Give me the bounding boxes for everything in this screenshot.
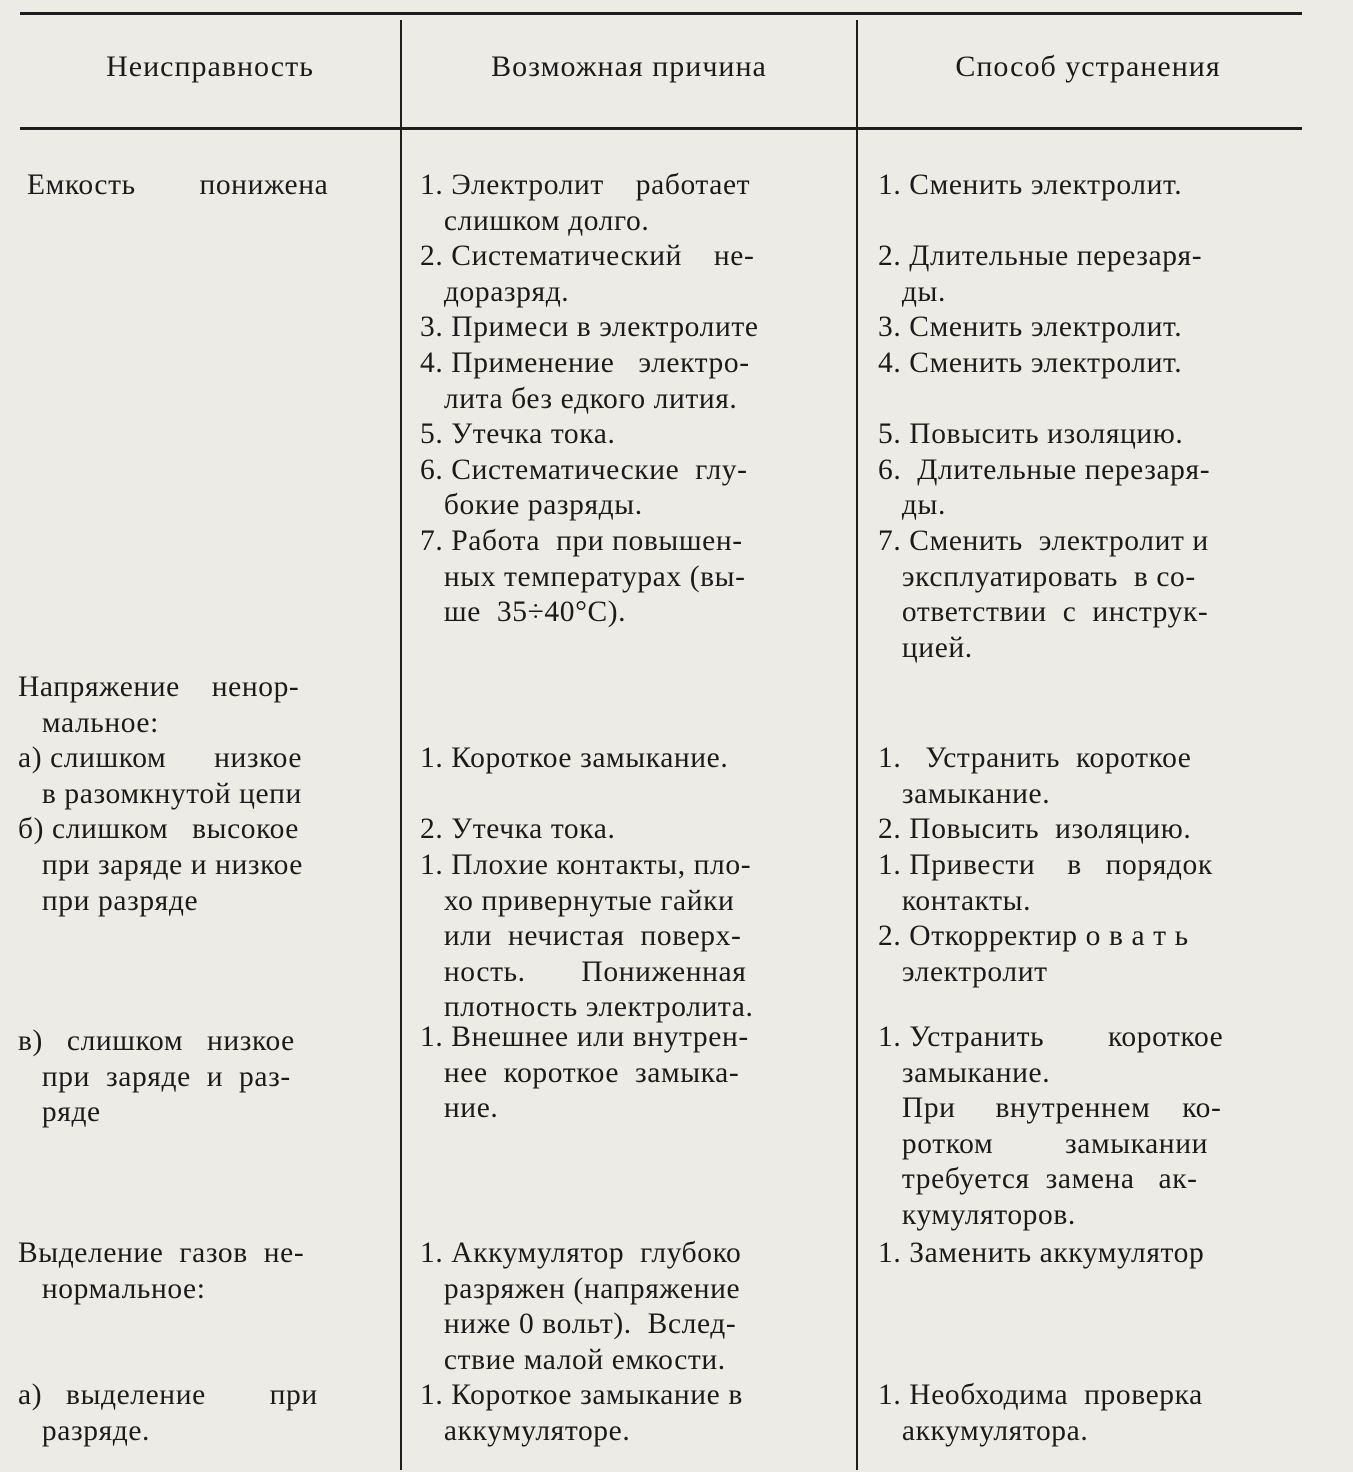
row4-remedy: 1. Заменить аккумулятор 1. Необходима проверка аккумулятора. (878, 1237, 1205, 1447)
column-header-cause: Возможная причина (491, 50, 767, 83)
row3-remedy: 1. Устранить короткое замыкание. При внутреннем ко- ротком замыкании требуется замена ак- кумуляторов. (878, 1021, 1224, 1231)
column-header-fault: Неисправность (106, 50, 314, 83)
row1-fault: Емкость понижена (27, 169, 329, 201)
row2-cause: 1. Короткое замыкание. 2. Утечка тока. 1. Плохие контакты, пло- хо привернутые гайки или нечистая поверх- ность. Пониженная плотность электролита. (420, 742, 754, 1024)
row2-fault: Напряжение ненор- мальное: а) слишком низкое в разомкнутой цепи б) слишком высокое при заряде и низкое при разряде (18, 671, 303, 917)
row1-cause: 1. Электролит работает слишком долго. 2. Систематический не- доразряд. 3. Примеси в электролите 4. Применение электро- лита без едкого лития. 5. Утечка тока. 6. Систематические глу- бокие разряды. 7. Работа при повышен- ных температурах (вы- ше 35÷40°С). (420, 169, 759, 629)
row4-cause: 1. Аккумулятор глубоко разряжен (напряжение ниже 0 вольт). Вслед- ствие малой емкости. 1. Короткое замыкание в аккумуляторе. (420, 1237, 743, 1447)
row4-fault: Выделение газов не- нормальное: а) выделение при разряде. (18, 1237, 318, 1447)
row1-remedy: 1. Сменить электролит. 2. Длительные перезаря- ды. 3. Сменить электролит. 4. Сменить электролит. 5. Повысить изоляцию. 6. Длительные перезаря- ды. 7. Сменить электролит и эксплуатировать в со- ответствии с инструк- цией. (878, 169, 1211, 664)
column-header-remedy: Способ устранения (955, 50, 1221, 83)
row3-fault: в) слишком низкое при заряде и раз- ряде (18, 1025, 295, 1129)
column-divider-2 (856, 20, 858, 1470)
table-top-rule (20, 12, 1302, 15)
header-bottom-rule (20, 127, 1302, 130)
row2-remedy: 1. Устранить короткое замыкание. 2. Повысить изоляцию. 1. Привести в порядок контакты. 2. Откорректир о в а т ь электролит (878, 742, 1213, 988)
column-divider-1 (400, 20, 402, 1470)
row3-cause: 1. Внешнее или внутрен- нее короткое замыка- ние. (420, 1021, 749, 1125)
